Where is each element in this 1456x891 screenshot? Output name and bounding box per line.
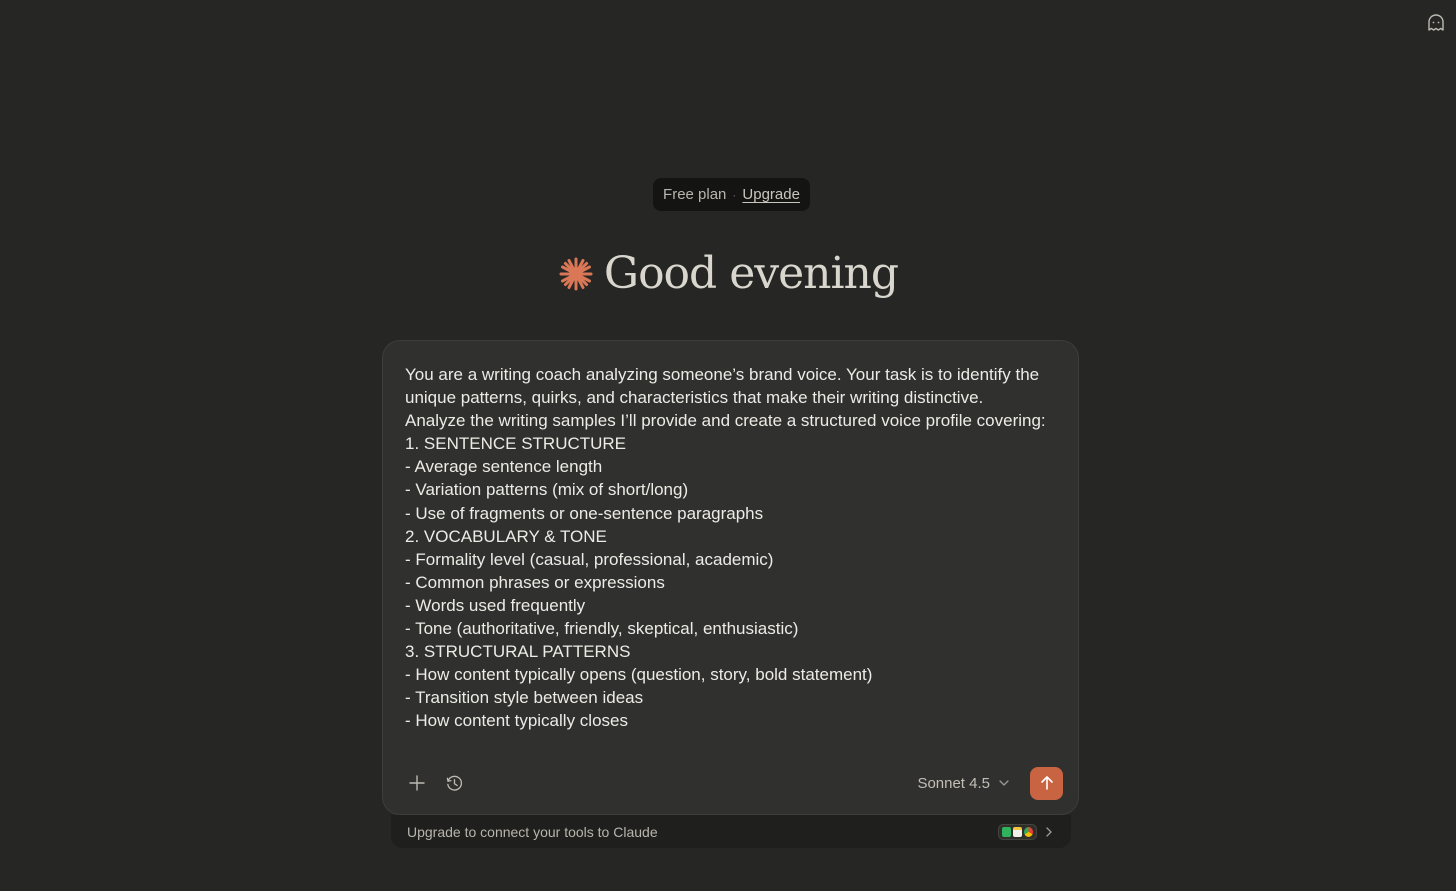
notes-icon (1013, 827, 1022, 837)
add-attachment-button[interactable] (401, 767, 433, 799)
plan-separator: · (732, 187, 737, 202)
model-selector[interactable] (917, 775, 1010, 792)
greeting (0, 248, 1456, 299)
chevron-down-icon (998, 777, 1010, 789)
arrow-up-icon (1039, 775, 1055, 791)
plan-badge (653, 178, 810, 211)
tool-icons-group (998, 824, 1037, 840)
chevron-right-icon (1043, 826, 1055, 838)
connect-tools-banner[interactable] (391, 815, 1071, 848)
chrome-icon (1024, 827, 1033, 837)
claude-spark-icon (558, 256, 594, 292)
message-composer (382, 340, 1079, 815)
composer-toolbar (401, 766, 1063, 800)
clock-history-icon (445, 774, 464, 793)
connect-tools-label: Upgrade to connect your tools to Claude (407, 823, 658, 840)
ghost-icon (1426, 13, 1446, 33)
message-input[interactable]: You are a writing coach analyzing someone’s brand voice. Your task is to identify the unique patterns, quirks, and characteristics that make their writing distinctive. Analyze the writing samples I’ll provide and create a structured voice profile covering: 1. SENTENCE STRUCTURE - Average sentence length - Variation patterns (mix of short/long) - Use of fragments or one-sentence paragraphs 2. VOCABULARY & TONE - Formality level (casual, professional, academic) - Common phrases or expressions - Words used frequently - Tone (authoritative, friendly, skeptical, enthusiastic) 3. STRUCTURAL PATTERNS - How content typically opens (question, story, bold statement) - Transition style between ideas - How content typically closes (405, 365, 1046, 731)
upgrade-link[interactable]: Upgrade (742, 186, 800, 203)
send-button[interactable] (1030, 767, 1063, 800)
incognito-ghost-button[interactable] (1424, 11, 1448, 35)
google-meet-icon (1002, 827, 1011, 837)
plan-label: Free plan (663, 186, 727, 203)
greeting-title: Good evening (603, 248, 899, 299)
plus-icon (408, 774, 426, 792)
history-button[interactable] (438, 767, 470, 799)
model-label: Sonnet 4.5 (917, 774, 990, 792)
